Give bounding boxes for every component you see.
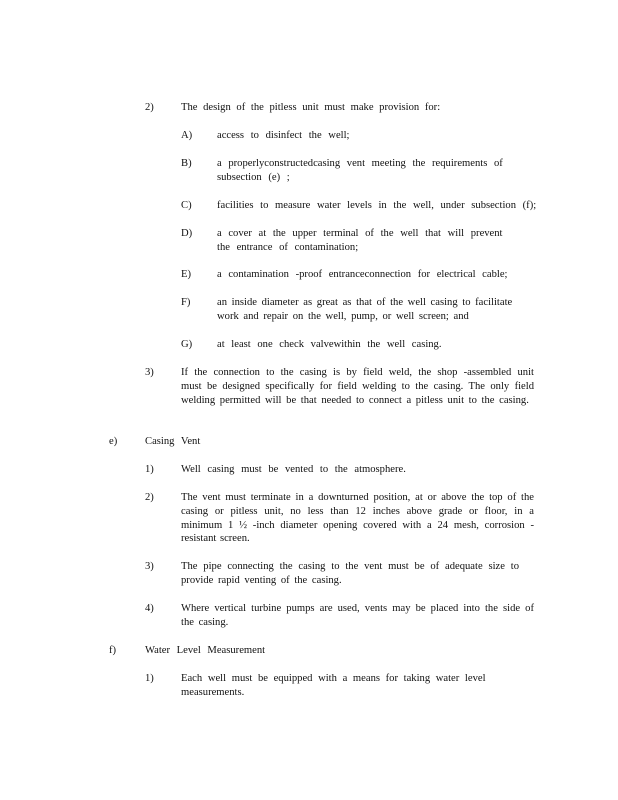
item-text: Each well must be equipped with a means for taking water level measurements. xyxy=(181,673,486,698)
item-label: 1) xyxy=(145,673,154,684)
subitem-label: B) xyxy=(181,158,192,169)
section-heading: Casing Vent xyxy=(145,436,201,447)
subitem-text: access to disinfect the well; xyxy=(217,130,350,141)
item-label: 2) xyxy=(145,102,154,113)
subitem-label: D) xyxy=(181,228,193,239)
item-text: If the connection to the casing is by field weld, the shop -assembled unit must be designed specifically for field welding to the casing. The only field welding permitted will be that needed to connect a pitless unit to the casing. xyxy=(181,367,534,406)
subitem-text: facilities to measure water levels in the well, under subsection (f); xyxy=(217,200,537,211)
subitem-label: C) xyxy=(181,200,192,211)
subitem-text: a properlyconstructedcasing vent meeting the requirements of subsection (e) ; xyxy=(217,158,503,183)
item-label: 4) xyxy=(145,603,154,614)
section-label: f) xyxy=(109,645,117,656)
subitem-label: A) xyxy=(181,130,193,141)
item-text: Where vertical turbine pumps are used, vents may be placed into the side of the casing. xyxy=(181,603,534,628)
item-label: 3) xyxy=(145,561,154,572)
section-heading: Water Level Measurement xyxy=(145,645,266,656)
item-text: Well casing must be vented to the atmosphere. xyxy=(181,464,406,475)
item-text: The design of the pitless unit must make provision for: xyxy=(181,102,441,113)
subitem-label: E) xyxy=(181,269,191,280)
subitem-text: a contamination -proof entranceconnection for electrical cable; xyxy=(217,269,508,280)
subitem-label: G) xyxy=(181,339,193,350)
item-label: 2) xyxy=(145,492,154,503)
subitem-label: F) xyxy=(181,297,191,308)
item-text: The pipe connecting the casing to the vent must be of adequate size to provide rapid venting of the casing. xyxy=(181,561,519,586)
subitem-text: an inside diameter as great as that of the well casing to facilitate work and repair on the well, pump, or well screen; and xyxy=(217,297,513,322)
item-text: The vent must terminate in a downturned position, at or above the top of the casing or pitless unit, no less than 12 inches above grade or floor, in a minimum 1 ½ -inch diameter opening covered with a 24 mesh, corrosion - resistant screen. xyxy=(181,492,534,545)
subitem-text: a cover at the upper terminal of the well that will prevent the entrance of contamination; xyxy=(217,228,503,253)
item-label: 3) xyxy=(145,367,154,378)
item-label: 1) xyxy=(145,464,154,475)
section-label: e) xyxy=(109,436,118,447)
subitem-text: at least one check valvewithin the well casing. xyxy=(217,339,442,350)
